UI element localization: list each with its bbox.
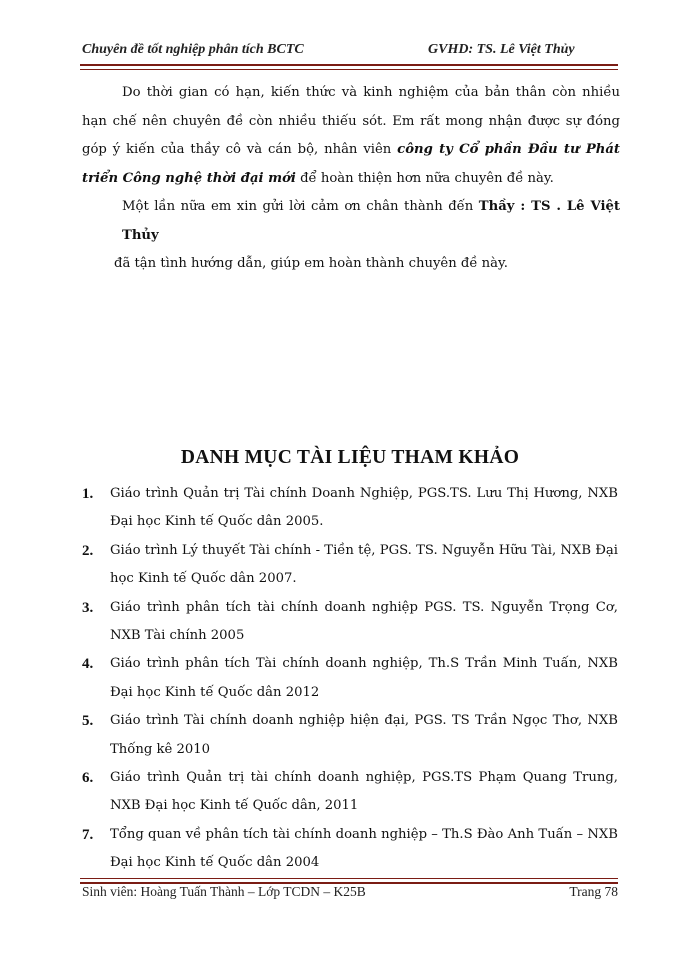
- closing-paragraph-text: Do thời gian có hạn, kiến thức và kinh nghiệm của bản thân còn nhiều hạn chế nên chuyên đề còn nhiều thiếu sót. Em rất mong nhận được sự đóng góp ý kiến của thầy cô và cán bộ, nhân viên: [82, 85, 620, 158]
- reference-text: Giáo trình Quản trị tài chính doanh nghiệp, PGS.TS Phạm Quang Trung, NXB Đại học Kinh tế Quốc dân, 2011: [110, 770, 618, 814]
- reference-text: Giáo trình Quản trị Tài chính Doanh Nghiệp, PGS.TS. Lưu Thị Hương, NXB Đại học Kinh tế Quốc dân 2005.: [110, 486, 618, 530]
- company-name: công ty Cổ phần Đầu tư Phát triển Công nghệ thời đại mới: [82, 142, 620, 186]
- header-supervisor: GVHD: TS. Lê Việt Thủy: [428, 42, 575, 57]
- closing-paragraph-end: để hoàn thiện hơn nữa chuyên đề này.: [295, 170, 554, 186]
- references-title: DANH MỤC TÀI LIỆU THAM KHẢO: [180, 447, 520, 468]
- reference-text: Giáo trình Tài chính doanh nghiệp hiện đại, PGS. TS Trần Ngọc Thơ, NXB Thống kê 2010: [110, 713, 618, 757]
- thanks-text: Một lần nữa em xin gửi lời cảm ơn chân thành đến: [122, 199, 479, 214]
- reference-text: Giáo trình phân tích Tài chính doanh nghiệp, Th.S Trần Minh Tuấn, NXB Đại học Kinh tế Quốc dân 2012: [110, 656, 618, 700]
- reference-text: Giáo trình Lý thuyết Tài chính - Tiền tệ, PGS. TS. Nguyễn Hữu Tài, NXB Đại học Kinh tế Quốc dân 2007.: [110, 542, 618, 587]
- header-document-title: Chuyên đề tốt nghiệp phân tích BCTC: [82, 42, 304, 57]
- reference-number: 7.: [82, 826, 94, 843]
- reference-item: [82, 594, 618, 651]
- page-number: Trang 78: [569, 884, 618, 899]
- reference-number: 6.: [82, 770, 94, 787]
- reference-item: [82, 764, 618, 821]
- page-header: [82, 40, 618, 64]
- reference-number: 2.: [82, 542, 94, 559]
- reference-item: [82, 821, 618, 878]
- reference-item: [82, 537, 618, 594]
- supervisor-name: Thầy : TS . Lê Việt Thủy: [122, 199, 620, 243]
- reference-text: Giáo trình phân tích tài chính doanh nghiệp PGS. TS. Nguyễn Trọng Cơ, NXB Tài chính 2005: [110, 599, 618, 644]
- reference-number: 3.: [82, 599, 94, 616]
- reference-item: [82, 480, 618, 537]
- thanks-text-line2: đã tận tình hướng dẫn, giúp em hoàn thành chuyên đề này.: [114, 256, 508, 272]
- page-footer: [82, 884, 618, 904]
- header-rule: [80, 64, 618, 70]
- reference-number: 1.: [82, 486, 94, 502]
- reference-item: [82, 650, 618, 707]
- footer-student: Sinh viên: Hoàng Tuấn Thành – Lớp TCDN – K25B: [82, 884, 366, 899]
- thanks-paragraph: [82, 193, 620, 279]
- reference-item: [82, 707, 618, 764]
- references-list: [82, 480, 618, 878]
- closing-paragraph: [82, 79, 620, 193]
- reference-number: 4.: [82, 656, 94, 673]
- reference-number: 5.: [82, 713, 94, 730]
- reference-text: Tổng quan về phân tích tài chính doanh nghiệp – Th.S Đào Anh Tuấn – NXB Đại học Kinh tế Quốc dân 2004: [110, 826, 618, 871]
